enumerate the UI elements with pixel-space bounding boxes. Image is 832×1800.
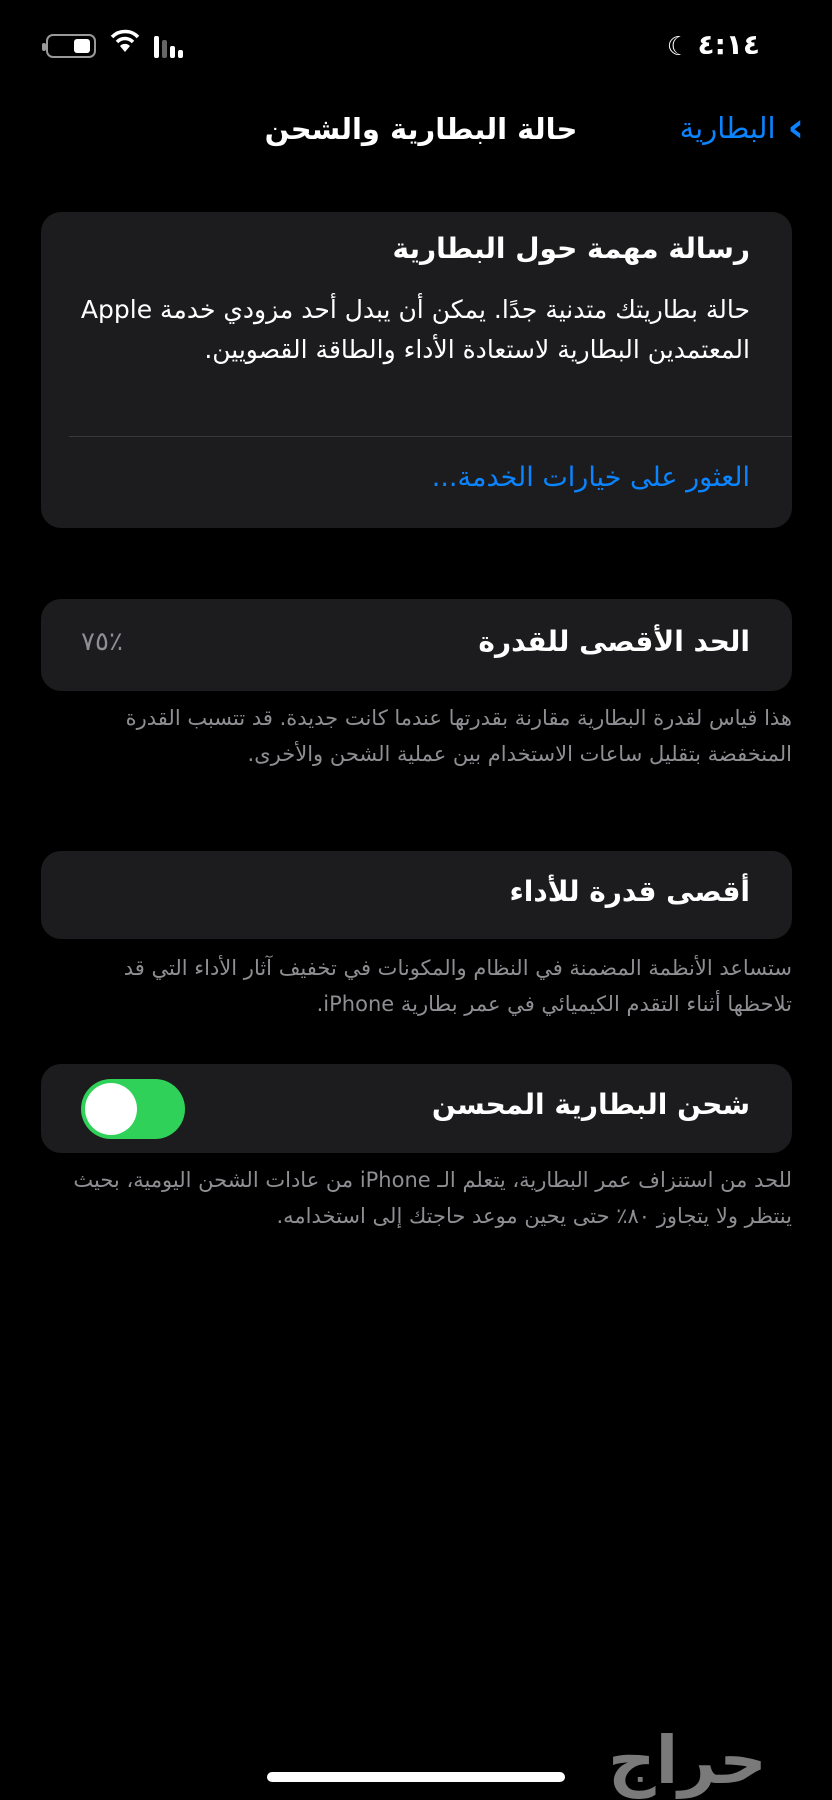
optimized-charging-caption: للحد من استنزاف عمر البطارية، يتعلم الـ iPhone من عادات الشحن اليومية، بحيث ينتظر ولا يتجاوز ٨٠٪ حتى يحين موعد حاجتك إلى استخدامه. [73, 1168, 792, 1228]
message-body: حالة بطاريتك متدنية جدًا. يمكن أن يبدل أحد مزودي خدمة Apple المعتمدين البطارية لاستعادة الأداء والطاقة القصويين. [80, 295, 750, 364]
chevron-right-icon: › [787, 105, 804, 151]
back-label: البطارية [679, 111, 776, 145]
peak-performance-row [41, 851, 792, 939]
cellular-signal-icon [154, 34, 183, 58]
clock: ٤:١٤ [697, 28, 760, 61]
find-service-options-link[interactable]: العثور على خيارات الخدمة... [431, 462, 750, 493]
maximum-capacity-row [41, 599, 792, 691]
peak-performance-caption: ستساعد الأنظمة المضمنة في النظام والمكونات في تخفيف آثار الأداء التي قد تلاحظها أثناء التقدم الكيميائي في عمر بطارية iPhone. [123, 956, 792, 1016]
toggle-knob [85, 1083, 137, 1135]
navigation-bar [0, 105, 832, 158]
maximum-capacity-caption: هذا قياس لقدرة البطارية مقارنة بقدرتها عندما كانت جديدة. قد تتسبب القدرة المنخفضة بتقليل ساعات الاستخدام بين عملية الشحن والأخرى. [125, 706, 792, 766]
back-button[interactable] [679, 105, 804, 151]
maximum-capacity-value: ٪٧٥ [81, 627, 123, 657]
optimized-charging-label: شحن البطارية المحسن [431, 1088, 750, 1121]
battery-message-card [41, 212, 792, 528]
peak-performance-label: أقصى قدرة للأداء [509, 875, 750, 908]
message-title: رسالة مهمة حول البطارية [392, 232, 750, 265]
divider [69, 436, 792, 437]
moon-icon: ☾ [666, 32, 690, 62]
maximum-capacity-label: الحد الأقصى للقدرة [478, 625, 750, 658]
wifi-icon [110, 28, 140, 61]
page-title: حالة البطارية والشحن [264, 112, 578, 146]
optimized-charging-row [41, 1064, 792, 1153]
haraj-watermark: حراج [608, 1722, 767, 1799]
optimized-charging-toggle[interactable] [81, 1079, 185, 1139]
home-indicator[interactable] [267, 1772, 565, 1782]
status-bar [0, 28, 832, 68]
battery-icon [46, 34, 96, 58]
